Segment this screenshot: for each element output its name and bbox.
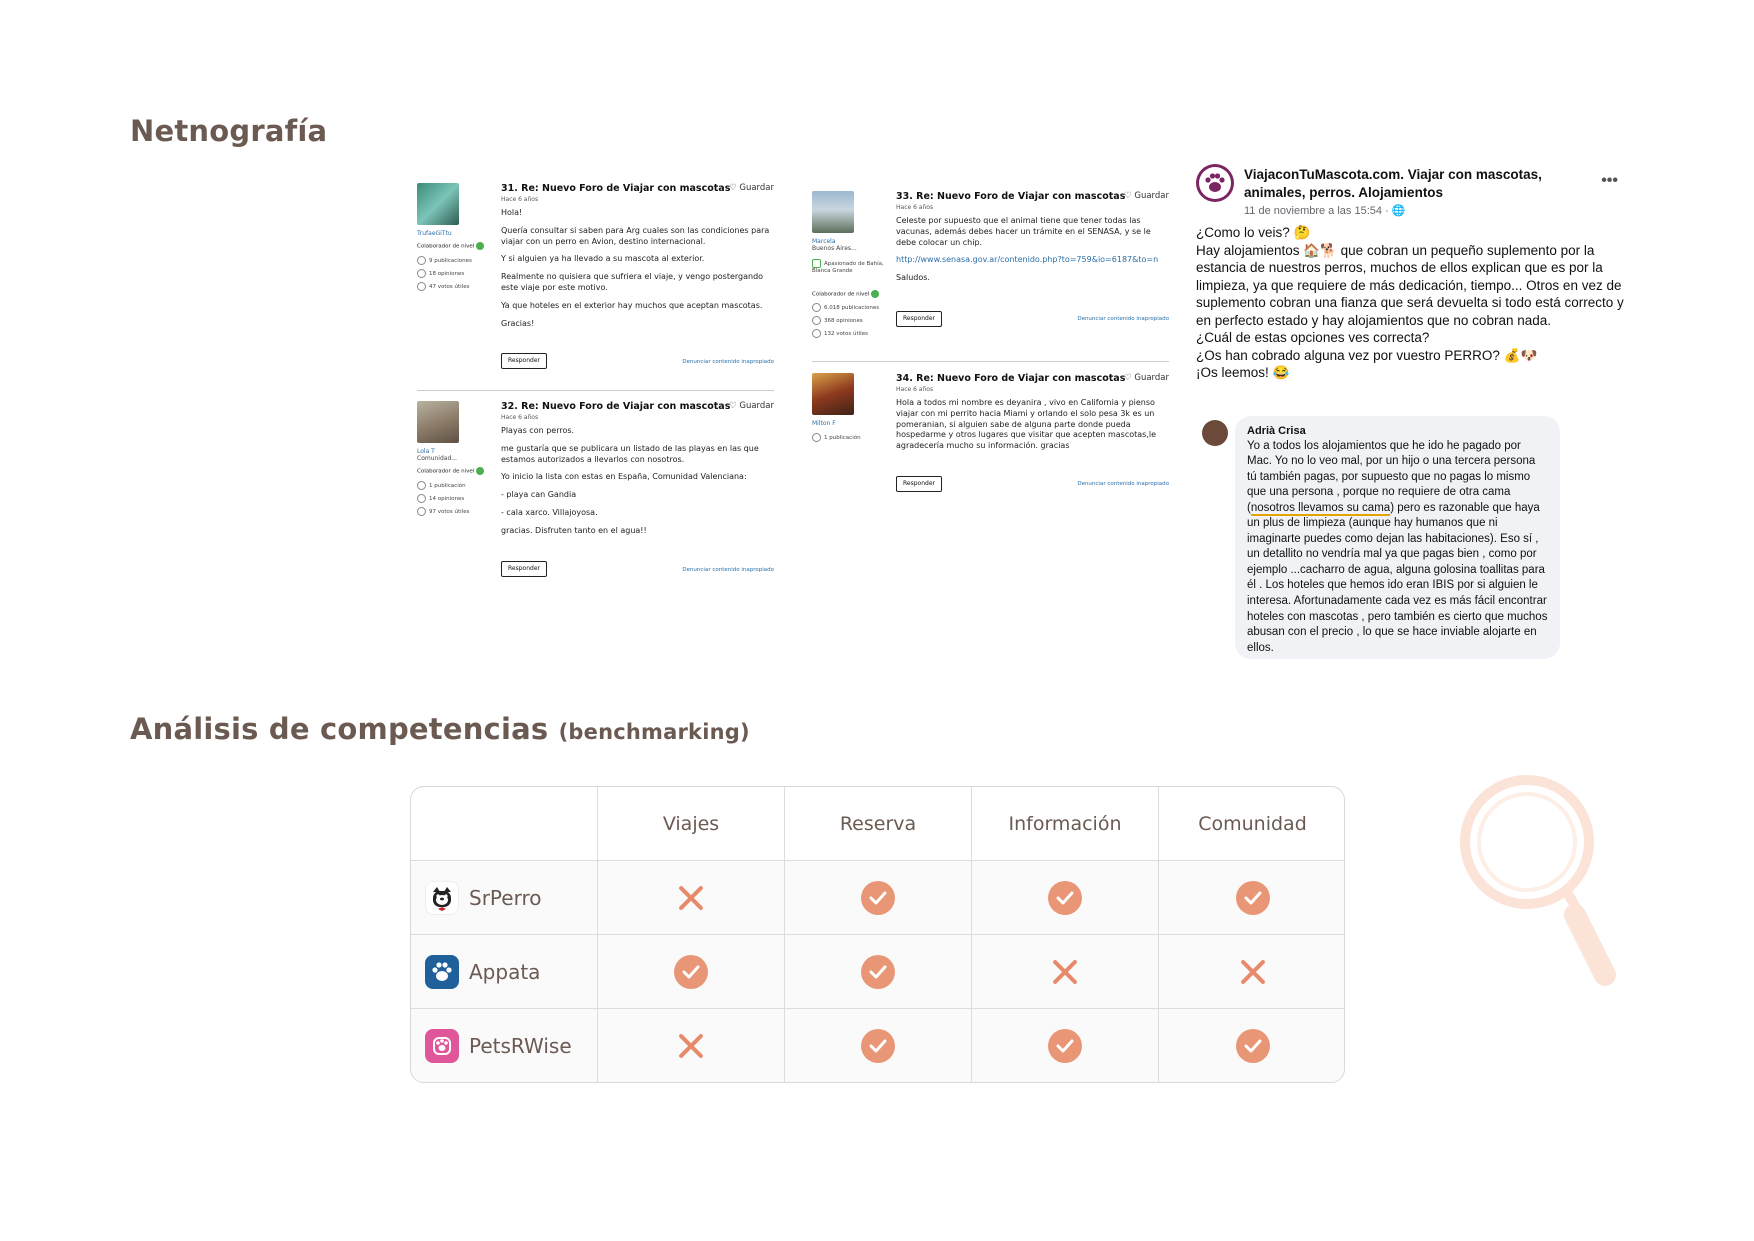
user-name[interactable]: [812, 238, 872, 252]
report-link[interactable]: Denunciar contenido inapropiado: [682, 359, 774, 365]
check-icon: [861, 1029, 895, 1063]
post-body: [896, 216, 1168, 291]
stat-text: 132 votos útiles: [824, 331, 868, 337]
user-name-text: Lola T: [417, 448, 435, 455]
post-line: ¿Cuál de estas opciones ves correcta?: [1196, 330, 1430, 346]
check-icon: [1048, 1029, 1082, 1063]
row-header: [411, 1009, 598, 1082]
paragraph: Celeste por supuesto que el animal tiene que tener todas las vacunas, además debes hacer un trámite en el SENASA, y se le debe colocar un chip.: [896, 216, 1151, 247]
post-body: [501, 208, 773, 336]
cell-appata-reserva: [785, 935, 972, 1009]
review-icon: [417, 269, 426, 278]
user-name[interactable]: Milton F: [812, 420, 836, 427]
save-button[interactable]: ♡ Guardar: [1124, 191, 1169, 201]
divider: [417, 390, 774, 391]
comment-text: [1247, 439, 1548, 656]
pencil-icon: [417, 256, 426, 265]
column-header: Viajes: [598, 787, 785, 861]
avatar: [417, 183, 459, 225]
forum-post: [812, 191, 1169, 337]
check-icon: [1048, 881, 1082, 915]
user-name[interactable]: [417, 448, 477, 462]
badge-text: Apasionado de Bahía, Blanca Grande: [812, 261, 884, 274]
cross-icon: [676, 1031, 706, 1061]
pencil-icon: [812, 433, 821, 442]
cell-petsrwise-comunidad: [1159, 1009, 1345, 1082]
magnifier-icon: [1455, 770, 1625, 1005]
stat-text: 14 opiniones: [429, 496, 465, 502]
cell-srperro-informacion: [972, 861, 1159, 935]
post-date: Hace 6 años: [896, 204, 934, 211]
post-date: Hace 6 años: [501, 414, 539, 421]
stat-item: [812, 433, 861, 442]
report-link[interactable]: Denunciar contenido inapropiado: [1077, 481, 1169, 487]
paw-icon: [425, 955, 459, 989]
paragraph: Gracias!: [501, 318, 535, 328]
netnography-title: Netnografía: [130, 114, 328, 148]
check-icon: [861, 881, 895, 915]
forum-post: [812, 373, 1169, 498]
stat-text: 9 publicaciones: [429, 258, 472, 264]
stat-text: 368 opiniones: [824, 318, 863, 324]
thumbs-up-icon: [812, 329, 821, 338]
check-icon: [1236, 881, 1270, 915]
highlighted-text: nosotros llevamos su cama: [1250, 501, 1391, 514]
level-text: Colaborador de nivel: [417, 243, 475, 250]
badge-icon: [812, 259, 821, 268]
paragraph: Yo inicio la lista con estas en España, Comunidad Valenciana:: [501, 472, 747, 482]
thumbs-up-icon: [417, 507, 426, 516]
stat-text: 47 votos útiles: [429, 284, 470, 290]
paragraph: Playas con perros.: [501, 426, 575, 435]
column-header: Información: [972, 787, 1159, 861]
app-name: PetsRWise: [469, 1033, 572, 1058]
column-header: Reserva: [785, 787, 972, 861]
app-name: SrPerro: [469, 885, 542, 910]
user-name-text: Marcela: [812, 238, 836, 245]
save-button[interactable]: ♡ Guardar: [729, 401, 774, 411]
reply-button[interactable]: Responder: [896, 476, 942, 492]
stat-text: 6.018 publicaciones: [824, 305, 880, 311]
pencil-icon: [417, 481, 426, 490]
cell-srperro-comunidad: [1159, 861, 1345, 935]
stat-item: [417, 507, 469, 516]
report-link[interactable]: Denunciar contenido inapropiado: [1077, 316, 1169, 322]
cell-srperro-viajes: [598, 861, 785, 935]
check-icon: [861, 955, 895, 989]
avatar: [812, 191, 854, 233]
page-logo: [1196, 164, 1234, 202]
senasa-link[interactable]: http://www.senasa.gov.ar/contenido.php?to=759&io=6187&to=n: [896, 255, 1159, 265]
thumbs-up-icon: [417, 282, 426, 291]
avatar: [812, 373, 854, 415]
stat-text: 18 opiniones: [429, 271, 465, 277]
review-icon: [417, 494, 426, 503]
benchmark-title-text: Análisis de competencias: [130, 712, 549, 746]
post-line: Hay alojamientos 🏠🐕 que cobran un pequeño suplemento por la estancia de nuestros perros, muchos de ellos explican que es por la limpieza, ya que requiere de más dedicación, tiempo... Otros en vez de suplemento cobran una fianza que será devuelta si todo está correcto y en perfecto estado y hay alojamientos que no cobran nada.: [1196, 242, 1624, 328]
level-text: Colaborador de nivel: [417, 468, 475, 475]
avatar[interactable]: [1202, 420, 1228, 446]
more-options-icon[interactable]: •••: [1601, 172, 1618, 189]
benchmark-table: [410, 786, 1345, 1083]
report-link[interactable]: Denunciar contenido inapropiado: [682, 567, 774, 573]
stat-text: 97 votos útiles: [429, 509, 470, 515]
post-line: ¿Como lo veis? 🤔: [1196, 225, 1311, 240]
post-title[interactable]: 32. Re: Nuevo Foro de Viajar con mascotas: [501, 401, 731, 412]
comment-text-part: ) pero es razonable que haya un plus de limpieza (aunque hay humanos que ni imaginarte puedes como dejan las habitaciones). Eso sí , un detallito no vendría mal ya que pagas bien , como por ejemplo ...cacharro de agua, alguna golosina toallitas para él . Los hoteles que hemos ido eran IBIS por si alguien le interesa. Afortunadamente cada vez es más fácil encontrar hoteles con mascotas , pero también es cierto que muchos abusan con el precio , lo que se hace inviable alojarte en ellos.: [1247, 501, 1548, 654]
stat-text: 1 publicación: [824, 435, 861, 441]
row-header: [411, 861, 598, 935]
level-label: [417, 467, 484, 475]
divider: [812, 361, 1169, 362]
post-date: Hace 6 años: [501, 196, 539, 203]
review-icon: [812, 316, 821, 325]
cell-appata-comunidad: [1159, 935, 1345, 1009]
post-title[interactable]: 34. Re: Nuevo Foro de Viajar con mascotas: [896, 373, 1126, 384]
stat-item: [417, 481, 466, 490]
paragraph: Realmente no quisiera que sufriera el viaje, y vengo postergando este viaje por este motivo.: [501, 272, 764, 292]
user-name[interactable]: TrufaeGiTtu: [417, 230, 452, 237]
paragraph: Hola!: [501, 208, 523, 217]
column-header: Comunidad: [1159, 787, 1345, 861]
cross-icon: [1050, 957, 1080, 987]
post-line: ¡Os leemos! 😂: [1196, 365, 1290, 381]
check-icon: [674, 955, 708, 989]
avatar: [417, 401, 459, 443]
level-label: [417, 242, 484, 250]
stat-item: [417, 282, 469, 291]
post-title[interactable]: 31. Re: Nuevo Foro de Viajar con mascotas: [501, 183, 731, 194]
cross-icon: [1238, 957, 1268, 987]
post-timestamp[interactable]: 11 de noviembre a las 15:54 · 🌐: [1244, 205, 1406, 217]
level-badge-icon: [476, 242, 484, 250]
benchmark-title: [130, 712, 750, 746]
stat-item: [812, 316, 863, 325]
cell-petsrwise-viajes: [598, 1009, 785, 1082]
stat-item: [417, 494, 464, 503]
corner-cell: [411, 787, 598, 861]
post-body: [896, 398, 1168, 459]
paragraph: Ya que hoteles en el exterior hay muchos que aceptan mascotas.: [501, 300, 763, 310]
row-header: [411, 935, 598, 1009]
cell-petsrwise-reserva: [785, 1009, 972, 1082]
cell-srperro-reserva: [785, 861, 972, 935]
post-body: [501, 426, 773, 544]
post-title[interactable]: 33. Re: Nuevo Foro de Viajar con mascotas: [896, 191, 1126, 202]
cross-icon: [676, 883, 706, 913]
forum-post: [417, 183, 774, 373]
paragraph: Quería consultar si saben para Arg cuales son las condiciones para viajar con un perro en Avion, destino internacional.: [501, 225, 770, 246]
comment-author[interactable]: Adrià Crisa: [1247, 425, 1306, 437]
save-button[interactable]: ♡ Guardar: [1124, 373, 1169, 383]
paragraph: Saludos.: [896, 273, 930, 283]
stat-text: 1 publicación: [429, 483, 466, 489]
reply-button[interactable]: Responder: [501, 353, 547, 369]
post-date: Hace 6 años: [896, 386, 934, 393]
paw-icon: [1196, 164, 1234, 202]
stat-item: [417, 256, 472, 265]
post-line: ¿Os han cobrado alguna vez por vuestro PERRO? 💰🐶: [1196, 347, 1538, 363]
dog-face-icon: [425, 881, 459, 915]
paragraph: gracias. Disfruten tanto en el agua!!: [501, 525, 647, 535]
app-name: Appata: [469, 959, 541, 984]
cell-appata-viajes: [598, 935, 785, 1009]
cell-appata-informacion: [972, 935, 1159, 1009]
paragraph: Y si alguien ya ha llevado a su mascota al exterior.: [501, 254, 705, 264]
cell-petsrwise-informacion: [972, 1009, 1159, 1082]
paragraph: Hola a todos mi nombre es deyanira , vivo en California y pienso viajar con mi perrito hacia Miami y orlando el solo pesa 3k es un pomeranian, si alguien sabe de alguna parte donde pueda hospedarme y otros lugares que visitar que acepten mascotas,le agradecería mucho su información. gracias: [896, 398, 1157, 451]
user-location: Buenos Aires...: [812, 245, 857, 252]
paragraph: - cala xarco. Villajoyosa.: [501, 507, 598, 517]
badge-item: [812, 259, 887, 275]
reply-button[interactable]: Responder: [501, 561, 547, 577]
paragraph: me gustaría que se publicara un listado de las playas en las que estamos autorizados a llevarlos con nosotros.: [501, 443, 759, 464]
stat-item: [812, 303, 879, 312]
save-button[interactable]: ♡ Guardar: [729, 183, 774, 193]
comment-bubble: [1235, 416, 1560, 659]
level-label: [812, 290, 879, 298]
check-icon: [1236, 1029, 1270, 1063]
stat-item: [812, 329, 868, 338]
level-badge-icon: [476, 467, 484, 475]
paw-icon: [425, 1029, 459, 1063]
page-name[interactable]: ViajaconTuMascota.com. Viajar con mascotas, animales, perros. Alojamientos: [1244, 167, 1542, 200]
forum-post: [417, 401, 774, 581]
reply-button[interactable]: Responder: [896, 311, 942, 327]
paragraph: - playa can Gandia: [501, 490, 577, 500]
comment-text-part: Yo a todos los alojamientos que he ido he pagado por Mac. Yo no lo veo mal, por un hijo o una tercera persona tú también pagas, por supuesto que no pagas lo mismo que una persona , porque no requiere de otra cama (: [1247, 439, 1536, 514]
level-text: Colaborador de nivel: [812, 291, 870, 298]
level-badge-icon: [871, 290, 879, 298]
pencil-icon: [812, 303, 821, 312]
user-location: Comunidad...: [417, 455, 457, 462]
post-text: [1196, 224, 1626, 382]
benchmark-subtitle: (benchmarking): [558, 720, 750, 744]
stat-item: [417, 269, 464, 278]
